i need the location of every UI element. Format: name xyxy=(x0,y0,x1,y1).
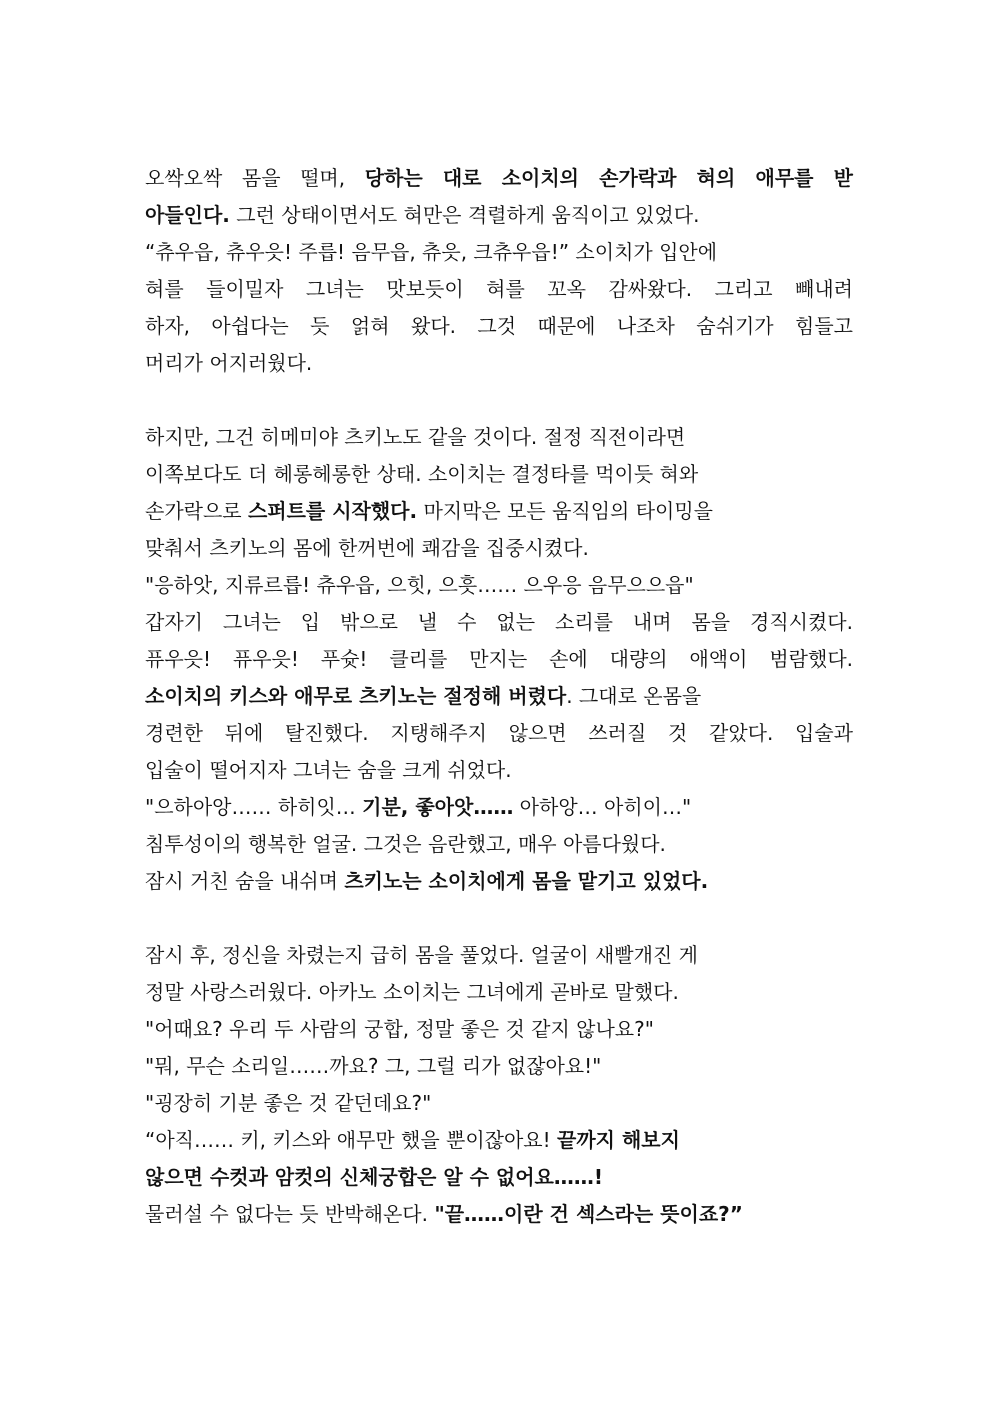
text-segment: "굉장히 기분 좋은 것 같던데요?" xyxy=(145,1091,432,1115)
text-line xyxy=(145,826,853,863)
text-segment: "어때요? 우리 두 사람의 궁합, 정말 좋은 것 같지 않나요?" xyxy=(145,1017,654,1041)
text-line xyxy=(145,493,853,530)
text-line xyxy=(145,345,853,382)
text-line xyxy=(145,419,853,456)
bold-text-segment: 소이치의 키스와 애무로 츠키노는 절정해 버렸다 xyxy=(145,684,567,708)
text-segment: 물러설 수 없다는 듯 반박해온다. xyxy=(145,1202,435,1226)
bold-text-segment: 스퍼트를 시작했다. xyxy=(247,499,418,523)
text-segment: 머리가 어지러웠다. xyxy=(145,351,313,375)
text-segment: 잠시 거친 숨을 내쉬며 xyxy=(145,869,345,893)
paragraph-gap xyxy=(145,900,853,937)
text-segment: 손가락으로 xyxy=(145,499,248,523)
text-line xyxy=(145,604,853,641)
text-segment: 정말 사랑스러웠다. 아카노 소이치는 그녀에게 곧바로 말했다. xyxy=(145,980,679,1004)
text-segment: "응하앗, 지류르릅! 츄우읍, 으힛, 으흣…… 으우응 음무으으읍" xyxy=(145,573,694,597)
text-segment: 퓨우읏! 퓨우읏! 푸슛! 클리를 만지는 손에 대량의 애액이 범람했다. xyxy=(145,647,853,671)
bold-text-segment: 끝까지 해보지 xyxy=(557,1128,680,1152)
paragraph xyxy=(145,160,853,382)
bold-text-segment: "끝……이란 건 섹스라는 뜻이죠?” xyxy=(434,1202,743,1226)
text-segment: 그런 상태이면서도 혀만은 격렬하게 움직이고 있었다. xyxy=(229,203,700,227)
text-segment: . 그대로 온몸을 xyxy=(566,684,702,708)
text-segment: “아직…… 키, 키스와 애무만 했을 뿐이잖아요! xyxy=(145,1128,558,1152)
text-line xyxy=(145,234,853,271)
text-segment: 오싹오싹 몸을 떨며, xyxy=(145,166,365,190)
bold-text-segment: 않으면 수컷과 암컷의 신체궁합은 알 수 없어요……! xyxy=(145,1165,603,1189)
text-line xyxy=(145,160,853,197)
text-line xyxy=(145,715,853,752)
text-line xyxy=(145,1048,853,1085)
text-segment: 경련한 뒤에 탈진했다. 지탱해주지 않으면 쓰러질 것 같았다. 입술과 xyxy=(145,721,853,745)
text-line xyxy=(145,937,853,974)
text-line xyxy=(145,678,853,715)
paragraph xyxy=(145,419,853,900)
document-page xyxy=(145,160,853,1233)
text-segment: "뭐, 무슨 소리일……까요? 그, 그럴 리가 없잖아요!" xyxy=(145,1054,602,1078)
text-line xyxy=(145,1085,853,1122)
text-segment: 입술이 떨어지자 그녀는 숨을 크게 쉬었다. xyxy=(145,758,512,782)
text-line xyxy=(145,974,853,1011)
text-line xyxy=(145,641,853,678)
text-line xyxy=(145,863,853,900)
text-segment: 아하앙… 아히이…" xyxy=(513,795,692,819)
text-line xyxy=(145,752,853,789)
text-line xyxy=(145,1196,853,1233)
text-line xyxy=(145,197,853,234)
bold-text-segment: 당하는 대로 소이치의 손가락과 혀의 애무를 받 xyxy=(364,166,853,190)
text-segment: 맞춰서 츠키노의 몸에 한꺼번에 쾌감을 집중시켰다. xyxy=(145,536,589,560)
text-segment: 침투성이의 행복한 얼굴. 그것은 음란했고, 매우 아름다웠다. xyxy=(145,832,666,856)
paragraph-gap xyxy=(145,382,853,419)
text-line xyxy=(145,789,853,826)
text-segment: 마지막은 모든 움직임의 타이밍을 xyxy=(417,499,714,523)
text-segment: 잠시 후, 정신을 차렸는지 급히 몸을 풀었다. 얼굴이 새빨개진 게 xyxy=(145,943,698,967)
text-segment: “츄우읍, 츄우읏! 주릅! 음무읍, 츄읏, 크츄우읍!” 소이치가 입안에 xyxy=(145,240,718,264)
bold-text-segment: 기분, 좋아앗…… xyxy=(362,795,514,819)
text-line xyxy=(145,271,853,308)
bold-text-segment: 츠키노는 소이치에게 몸을 맡기고 있었다. xyxy=(344,869,709,893)
text-line xyxy=(145,530,853,567)
text-line xyxy=(145,1011,853,1048)
text-line xyxy=(145,456,853,493)
text-line xyxy=(145,1122,853,1159)
text-line xyxy=(145,308,853,345)
text-line xyxy=(145,567,853,604)
text-line xyxy=(145,1159,853,1196)
text-segment: 갑자기 그녀는 입 밖으로 낼 수 없는 소리를 내며 몸을 경직시켰다. xyxy=(145,610,853,634)
text-segment: 이쪽보다도 더 헤롱헤롱한 상태. 소이치는 결정타를 먹이듯 혀와 xyxy=(145,462,699,486)
text-segment: 하자, 아쉽다는 듯 얽혀 왔다. 그것 때문에 나조차 숨쉬기가 힘들고 xyxy=(145,314,853,338)
text-segment: 혀를 들이밀자 그녀는 맛보듯이 혀를 꼬옥 감싸왔다. 그리고 빼내려 xyxy=(145,277,853,301)
text-segment: "으하아앙…… 하히잇… xyxy=(145,795,363,819)
bold-text-segment: 아들인다. xyxy=(145,203,230,227)
paragraph xyxy=(145,937,853,1233)
text-segment: 하지만, 그건 히메미야 츠키노도 같을 것이다. 절정 직전이라면 xyxy=(145,425,686,449)
